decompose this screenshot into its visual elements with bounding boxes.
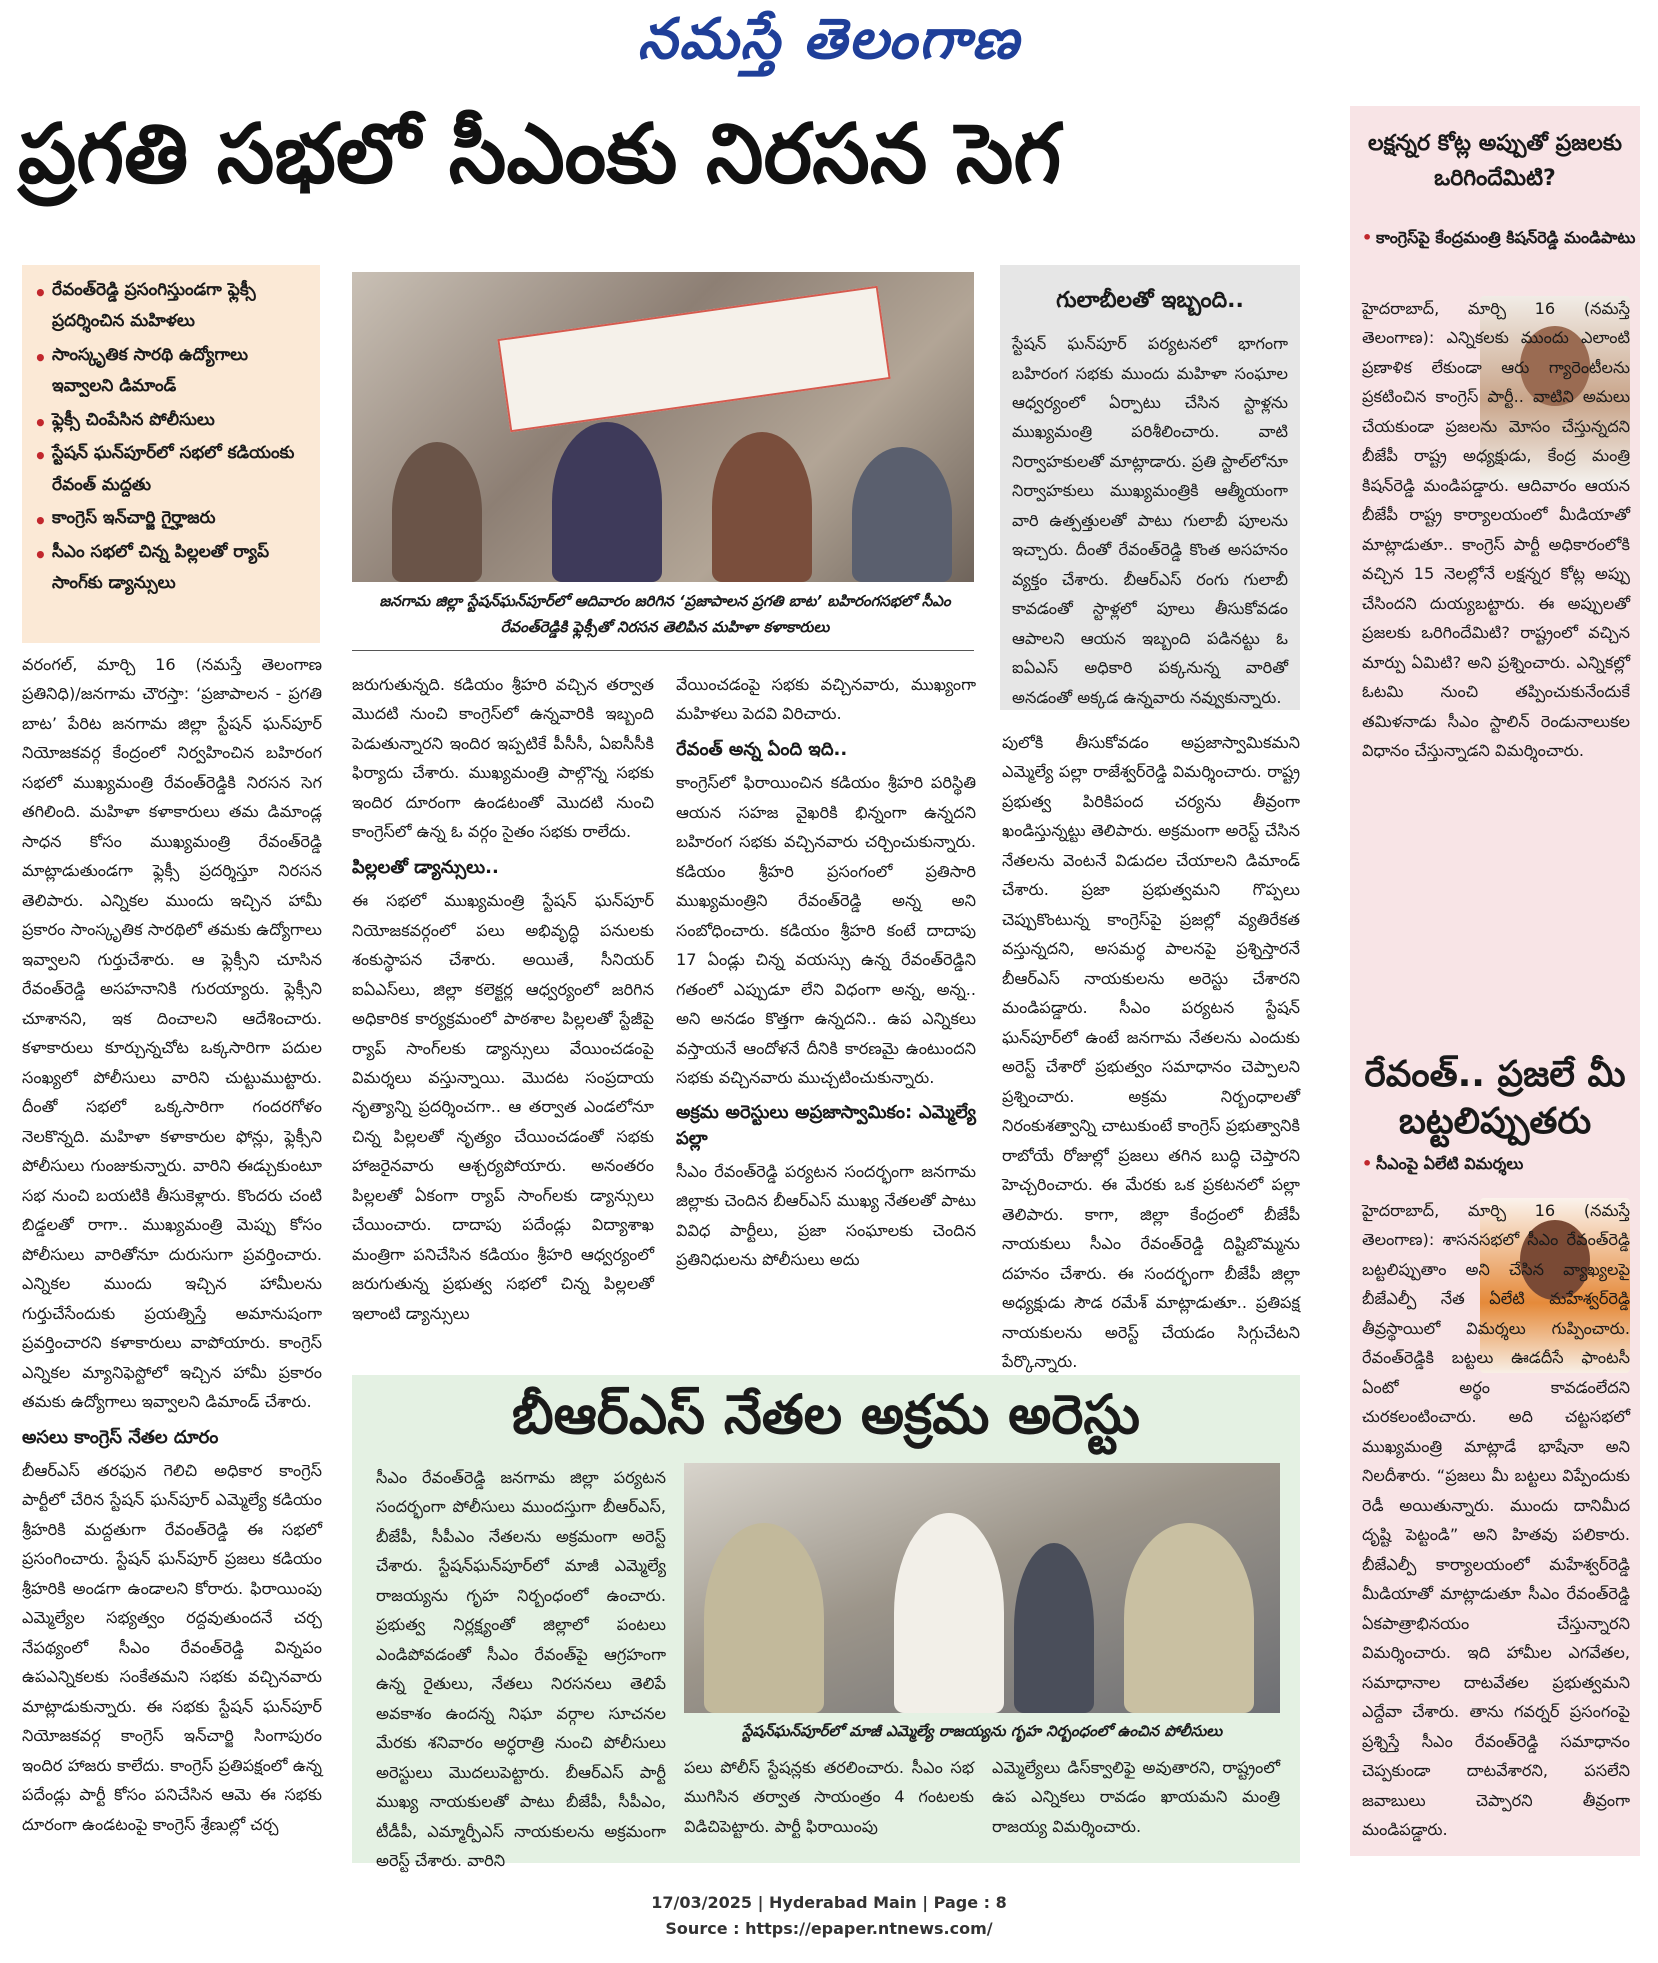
column3-subhead-2: అక్రమ అరెస్టులు అప్రజాస్వామికం: ఎమ్మెల్యే పల్లా — [676, 1102, 976, 1149]
highlights-list — [34, 275, 308, 599]
sidebar-title-1: లక్షన్నర కోట్ల అప్పుతో ప్రజలకు ఒరిగిందేమిటి? — [1367, 131, 1622, 192]
column3-para-3: సీఎం రేవంత్‌రెడ్డి పర్యటన సందర్భంగా జనగామ జిల్లాకు చెందిన బీఆర్‌ఎస్‌ ముఖ్య నేతలతో పాటు వివిధ పార్టీలు, ప్రజా సంఘాలకు చెందిన ప్రతినిధులను పోలీసులు అదు — [676, 1161, 976, 1270]
main-headline: ప్రగతి సభలో సీఎంకు నిరసన సెగ — [18, 107, 1062, 202]
police-figure — [1124, 1523, 1254, 1713]
masthead-logo: నమస్తే తెలంగాణ — [637, 6, 1021, 72]
roses-box-text: స్టేషన్‌ ఘన్‌పూర్‌ పర్యటనలో భాగంగా బహిరంగ సభకు ముందు మహిళా సంఘాల ఆధ్వర్యంలో ఏర్పాటు చేసిన స్టాళ్లను ముఖ్యమంత్రి పరిశీలించారు. వాటి నిర్వాహకులతో మాట్లాడారు. ప్రతి స్టాల్‌లోనూ నిర్వాహకులు ముఖ్యమంత్రికి ఆత్మీయంగా వారి ఉత్పత్తులతో పాటు గులాబీ పూలను ఇచ్చారు. దీంతో రేవంత్‌రెడ్డి కొంత అసహనం వ్యక్తం చేశారు. బీఆర్‌ఎస్‌ రంగు గులాబీ కావడంతో స్టాళ్లలో పూలు తీసుకోవడం ఆపాలని ఆయన ఇబ్బంది పడినట్టు ఓ ఐఏఎస్‌ అధికారి పక్కనున్న వారితో అనడంతో అక్కడ ఉన్నవారు నవ్వుకున్నారు. — [1012, 334, 1288, 707]
police-figure — [704, 1523, 824, 1713]
sidebar-box — [1350, 106, 1640, 1856]
footer-source: Source : https://epaper.ntnews.com/ — [665, 1919, 993, 1938]
sidebar-para-1: హైదరాబాద్‌, మార్చి 16 (నమస్తే తెలంగాణ): ఎన్నికలకు ముందు ఎలాంటి ప్రణాళిక లేకుండా ఆరు గ్యారెంటీలను ప్రకటించిన కాంగ్రెస్‌ పార్టీ.. వాటిని అమలు చేయకుండా ప్రజలను మోసం చేస్తున్నదని బీజేపీ రాష్ట్ర అధ్యక్షుడు, కేంద్ర మంత్రి కిషన్‌రెడ్డి మండిపడ్డారు. ఆదివారం ఆయన బీజేపీ రాష్ట్ర కార్యాలయంలో మీడియాతో మాట్లాడుతూ.. కాంగ్రెస్‌ పార్టీ అధికారంలోకి వచ్చిన 15 నెలల్లోనే లక్షన్నర కోట్ల అప్పు చేసిందని దుయ్యబట్టారు. ఈ అప్పులతో ప్రజలకు ఒరిగిందేమిటి? రాష్ట్రంలో వచ్చిన మార్పు ఏమిటి? అని ప్రశ్నించారు. ఎన్నికల్లో ఓటమి నుంచి తప్పించుకునేందుకే తమిళనాడు సీఎం స్టాలిన్‌ రెండునాలుకల విధానం చేస్తున్నాడని విమర్శించారు. — [1362, 299, 1630, 761]
highlight-item: • రేవంత్‌రెడ్డి ప్రసంగిస్తుండగా ఫ్లెక్సీ ప్రదర్శించిన మహిళలు — [34, 275, 308, 338]
sidebar-article-2 — [1362, 1196, 1630, 1846]
column2-para: జరుగుతున్నది. కడియం శ్రీహరి వచ్చిన తర్వాత మొదటి నుంచి కాంగ్రెస్‌లో ఉన్నవారికి ఇబ్బంది పెడుతున్నారని ఇందిర ఇప్పటికే పీసీసీ, ఏఐసీసీకి ఫిర్యాదు చేశారు. ముఖ్యమంత్రి పాల్గొన్న సభకు ఇందిర దూరంగా ఉండటంతో మొదటి నుంచి కాంగ్రెస్‌లో ఉన్న ఓ వర్గం సైతం సభకు రాలేదు. — [352, 675, 654, 842]
roses-box-title: గులాబీలతో ఇబ్బంది.. — [1056, 288, 1244, 313]
highlight-item: • సాంస్కృతిక సారథి ఉద్యోగాలు ఇవ్వాలని డిమాండ్‌ — [34, 340, 308, 403]
sidebar-article-1 — [1362, 294, 1630, 1034]
arrest-box-para-2: పలు పోలీస్‌ స్టేషన్లకు తరలించారు. సీఎం సభ ముగిసిన తర్వాత సాయంత్రం 4 గంటలకు విడిచిపెట్టారు. పార్టీ ఫిరాయింపు — [684, 1758, 974, 1836]
article-column-4 — [1002, 728, 1300, 1372]
highlights-box — [22, 265, 320, 643]
highlight-item: • కాంగ్రెస్‌ ఇన్‌చార్జి గైర్హాజరు — [34, 503, 308, 534]
arrest-box-headline: బీఆర్‌ఎస్‌ నేతల అక్రమ అరెస్టు — [512, 1383, 1140, 1446]
column1-para-2: బీఆర్‌ఎస్‌ తరఫున గెలిచి అధికార కాంగ్రెస్‌ పార్టీలో చేరిన స్టేషన్‌ ఘన్‌పూర్‌ ఎమ్మెల్యే కడియం శ్రీహరికి మద్దతుగా రేవంత్‌రెడ్డి ఈ సభలో ప్రసంగించారు. స్టేషన్‌ ఘన్‌పూర్‌ ప్రజలు కడియం శ్రీహరికి అండగా ఉండాలని కోరారు. ఫిరాయింపు ఎమ్మెల్యేల సభ్యత్వం రద్దవుతుందనే చర్చ నేపథ్యంలో సీఎం రేవంత్‌రెడ్డి విన్నపం ఉపఎన్నికలకు సంకేతమని సభకు వచ్చినవారు మాట్లాడుకున్నారు. ఈ సభకు స్టేషన్‌ ఘన్‌పూర్‌ నియోజకవర్గ కాంగ్రెస్‌ ఇన్‌చార్జి సింగాపురం ఇందిర హాజరు కాలేదు. కాంగ్రెస్‌ ప్రతిపక్షంలో ఉన్న పదేండ్లు పార్టీ కోసం పనిచేసిన ఆమె ఈ సభకు దూరంగా ఉండటంపై కాంగ్రెస్‌ శ్రేణుల్లో చర్చ — [22, 1460, 322, 1834]
arrest-box-text-3 — [992, 1753, 1280, 1855]
column3-para-2: కాంగ్రెస్‌లో ఫిరాయించిన కడియం శ్రీహరి పరిస్థితి ఆయన సహజ వైఖరికి భిన్నంగా ఉన్నదని బహిరంగ సభకు వచ్చినవారు చర్చించుకున్నారు. కడియం శ్రీహరి ప్రసంగంలో ప్రతిసారి ముఖ్యమంత్రిని రేవంత్‌రెడ్డి అన్న అని సంబోధించారు. కడియం శ్రీహరి కంటే దాదాపు 17 ఏండ్లు చిన్న వయస్సు ఉన్న రేవంత్‌రెడ్డిని గతంలో ఎప్పుడూ లేని విధంగా అన్న, అన్న.. అని అనడం కొత్తగా ఉన్నదని.. ఉప ఎన్నికలు వస్తాయనే ఆందోళనే దీనికి కారణమై ఉంటుందని సభకు వచ్చినవారు ముచ్చటించుకున్నారు. — [676, 773, 976, 1087]
column3-subhead: రేవంత్‌ అన్న ఏంది ఇది.. — [676, 738, 848, 760]
arrest-box-para: సీఎం రేవంత్‌రెడ్డి జనగామ జిల్లా పర్యటన సందర్భంగా పోలీసులు ముందస్తుగా బీఆర్‌ఎస్‌, బీజేపీ, సీపీఎం నేతలను అక్రమంగా అరెస్ట్‌ చేశారు. స్టేషన్‌ఘన్‌పూర్‌లో మాజీ ఎమ్మెల్యే రాజయ్యను గృహ నిర్బంధంలో ఉంచారు. ప్రభుత్వ నిర్లక్ష్యంతో జిల్లాలో పంటలు ఎండిపోవడంతో సీఎం రేవంత్‌పై ఆగ్రహంగా ఉన్న రైతులు, నేతలు నిరసనలు తెలిపే అవకాశం ఉందన్న నిఘా వర్గాల సూచనల మేరకు శనివారం అర్ధరాత్రి నుంచి పోలీసులు అరెస్టులు మొదలుపెట్టారు. బీఆర్‌ఎస్‌ పార్టీ ముఖ్య నాయకులతో పాటు బీజేపీ, సీపీఎం, టీడీపీ, ఎమ్మార్పీఎస్‌ నాయకులను అక్రమంగా అరెస్ట్‌ చేశారు. వారిని — [376, 1468, 666, 1871]
column4-para: పులోకి తీసుకోవడం అప్రజాస్వామికమని ఎమ్మెల్యే పల్లా రాజేశ్వర్‌రెడ్డి విమర్శించారు. రాష్ట్ర ప్రభుత్వ పిరికిపంద చర్యను తీవ్రంగా ఖండిస్తున్నట్టు తెలిపారు. అక్రమంగా అరెస్ట్‌ చేసిన నేతలను వెంటనే విడుదల చేయాలని డిమాండ్‌ చేశారు. ప్రజా ప్రభుత్వమని గొప్పలు చెప్పుకొంటున్న కాంగ్రెస్‌పై ప్రజల్లో వ్యతిరేకత వస్తున్నదని, అసమర్థ పాలనపై ప్రశ్నిస్తారనే బీఆర్‌ఎస్‌ నాయకులను అరెస్టు చేశారని మండిపడ్డారు. సీఎం పర్యటన స్టేషన్‌ ఘన్‌పూర్‌లో ఉంటే జనగామ నేతలను ఎందుకు అరెస్ట్‌ చేశారో ప్రభుత్వం సమాధానం చెప్పాలని ప్రశ్నించారు. అక్రమ నిర్బంధాలతో నిరంకుశత్వాన్ని చాటుకుంటే కాంగ్రెస్‌ ప్రభుత్వానికి రాబోయే రోజుల్లో ప్రజలు తగిన బుద్ధి చెప్తారని హెచ్చరించారు. ఈ మేరకు ఒక ప్రకటనలో పల్లా తెలిపారు. కాగా, జిల్లా కేంద్రంలో బీజేపీ నాయకులు సీఎం రేవంత్‌రెడ్డి దిష్టిబొమ్మను దహనం చేశారు. ఈ సందర్భంగా బీజేపీ జిల్లా అధ్యక్షుడు సౌడ రమేశ్‌ మాట్లాడుతూ.. ప్రతిపక్ష నాయకులను అరెస్ట్‌ చేయడం సిగ్గుచేటని పేర్కొన్నారు. — [1002, 733, 1300, 1372]
arrest-box-para-3: ఎమ్మెల్యేలు డిస్‌క్వాలిఫై అవుతారని, రాష్ట్రంలో ఉప ఎన్నికలు రావడం ఖాయమని మంత్రి రాజయ్య విమర్శించారు. — [992, 1758, 1280, 1836]
protest-banner-shape — [497, 286, 890, 433]
highlight-item: • సీఎం సభలో చిన్న పిల్లలతో ర్యాప్‌ సాంగ్‌కు డ్యాన్సులు — [34, 537, 308, 600]
protest-photo — [352, 272, 974, 582]
crowd-figure — [712, 432, 812, 582]
arrest-box-text-2 — [684, 1753, 974, 1855]
highlight-item: • స్టేషన్‌ ఘన్‌పూర్‌లో సభలో కడియంకు రేవంత్‌ మద్దతు — [34, 438, 308, 501]
column2-para-2: ఈ సభలో ముఖ్యమంత్రి స్టేషన్‌ ఘన్‌పూర్‌ నియోజకవర్గంలో పలు అభివృద్ధి పనులకు శంకుస్థాపన చేశారు. అయితే, సీనియర్‌ ఐఏఎస్‌లు, జిల్లా కలెక్టర్ల ఆధ్వర్యంలో జరిగిన అధికారిక కార్యక్రమంలో పాఠశాల పిల్లలతో స్టేజీపై ర్యాప్‌ సాంగ్‌లకు డ్యాన్సులు వేయించడంపై విమర్శలు వస్తున్నాయి. మొదట సంప్రదాయ నృత్యాన్ని ప్రదర్శించగా.. ఆ తర్వాత ఎండలోనూ చిన్న పిల్లలతో నృత్యం చేయించడంతో సభకు హాజరైనవారు ఆశ్చర్యపోయారు. అనంతరం పిల్లలతో ఏకంగా ర్యాప్‌ సాంగ్‌లకు డ్యాన్సులు చేయించారు. దాదాపు పదేండ్లు విద్యాశాఖ మంత్రిగా పనిచేసిన కడియం శ్రీహరి ఆధ్వర్యంలో జరుగుతున్న ప్రభుత్వ సభలో చిన్న పిల్లలతో ఇలాంటి డ్యాన్సులు — [352, 891, 654, 1323]
highlight-item: • ఫ్లెక్సీ చింపేసిన పోలీసులు — [34, 405, 308, 436]
arrest-box — [352, 1375, 1300, 1871]
column2-subhead: పిల్లలతో డ్యాన్సులు.. — [352, 856, 499, 878]
sidebar-subtitle-1: • కాంగ్రెస్‌పై కేంద్రమంత్రి కిషన్‌రెడ్డి మండిపాటు — [1360, 224, 1646, 251]
sidebar-title-2: రేవంత్‌.. ప్రజలే మీ బట్టలిప్పుతరు — [1364, 1054, 1626, 1142]
crowd-figure — [392, 442, 482, 582]
article-column-1 — [22, 650, 322, 1870]
divider — [352, 650, 974, 651]
article-column-2 — [352, 670, 654, 1360]
footer-date-page: 17/03/2025 | Hyderabad Main | Page : 8 — [651, 1893, 1007, 1912]
sidebar-subtitle-2: • సీఎంపై ఏలేటి విమర్శలు — [1360, 1150, 1646, 1177]
column3-para: వేయించడంపై సభకు వచ్చినవారు, ముఖ్యంగా మహిళలు పెదవి విరిచారు. — [676, 675, 976, 724]
house-arrest-photo — [684, 1463, 1280, 1713]
roses-box — [1000, 265, 1300, 710]
column1-subhead: అసలు కాంగ్రెస్‌ నేతల దూరం — [22, 1426, 219, 1448]
photo2-caption: స్టేషన్‌ఘన్‌పూర్‌లో మాజీ ఎమ్మెల్యే రాజయ్యను గృహ నిర్బంధంలో ఉంచిన పోలీసులు — [741, 1722, 1223, 1740]
column1-para: వరంగల్‌, మార్చి 16 (నమస్తే తెలంగాణ ప్రతినిధి)/జనగామ చౌరస్తా: ‘ప్రజాపాలన - ప్రగతి బాట’ పేరిట జనగామ జిల్లా స్టేషన్‌ ఘన్‌పూర్‌ నియోజకవర్గ కేంద్రంలో నిర్వహించిన బహిరంగ సభలో ముఖ్యమంత్రి రేవంత్‌రెడ్డికి నిరసన సెగ తగిలింది. మహిళా కళాకారులు తమ డిమాండ్ల సాధన కోసం ముఖ్యమంత్రి రేవంత్‌రెడ్డి మాట్లాడుతుండగా ఫ్లెక్సీ ప్రదర్శిస్తూ నిరసన తెలిపారు. ఎన్నికల ముందు ఇచ్చిన హామీ ప్రకారం సాంస్కృతిక సారథిలో తమకు ఉద్యోగాలు ఇవ్వాలని గుర్తుచేశారు. ఆ ఫ్లెక్సీని చూసిన రేవంత్‌రెడ్డి అసహనానికి గురయ్యారు. ఫ్లెక్సీని చూశానని, ఇక దించాలని ఆదేశించారు. కళాకారులు కూర్చున్నచోట ఒక్కసారిగా పదుల సంఖ్యలో పోలీసులు వారిని చుట్టుముట్టారు. దీంతో సభలో ఒక్కసారిగా గందరగోళం నెలకొన్నది. మహిళా కళాకారుల ఫోన్లు, ఫ్లెక్సీని పోలీసులు గుంజుకున్నారు. వారిని ఈడ్చుకుంటూ సభ నుంచి బయటికి తీసుకెళ్లారు. కొందరు చంటి బిడ్డలతో రాగా.. ముఖ్యమంత్రి మెప్పు కోసం పోలీసులు వారితోనూ దురుసుగా ప్రవర్తించారు. ఎన్నికల ముందు ఇచ్చిన హామీలను గుర్తుచేసేందుకు ప్రయత్నిస్తే అమానుషంగా ప్రవర్తించారని కళాకారులు వాపోయారు. కాంగ్రెస్‌ ఎన్నికల మ్యానిఫెస్టోలో ఇచ్చిన హామీ ప్రకారం తమకు ఉద్యోగాలు ఇవ్వాలని డిమాండ్‌ చేశారు. — [22, 655, 322, 1412]
crowd-figure — [852, 447, 952, 582]
leader-figure — [894, 1513, 1004, 1713]
crowd-figure — [552, 422, 662, 582]
article-column-3 — [676, 670, 976, 1360]
crowd-figure — [1014, 1543, 1094, 1713]
photo1-caption: జనగామ జిల్లా స్టేషన్‌ఘన్‌పూర్‌లో ఆదివారం జరిగిన ‘ప్రజాపాలన ప్రగతి బాట’ బహిరంగసభలో సీఎం రేవంత్‌రెడ్డికి ఫ్లెక్సీతో నిరసన తెలిపిన మహిళా కళాకారులు — [379, 592, 951, 637]
sidebar-para-2: హైదరాబాద్‌, మార్చి 16 (నమస్తే తెలంగాణ): శాసనసభలో సీఎం రేవంత్‌రెడ్డి బట్టలిప్పుతాం అని చేసిన వ్యాఖ్యలపై బీజేఎల్పీ నేత ఏలేటి మహేశ్వర్‌రెడ్డి తీవ్రస్థాయిలో విమర్శలు గుప్పించారు. రేవంత్‌రెడ్డికి బట్టలు ఊడదీసే ఫాంటసీ ఏంటో అర్థం కావడంలేదని చురకలంటించారు. అది చట్టసభలో ముఖ్యమంత్రి మాట్లాడే భాషేనా అని నిలదీశారు. “ప్రజలు మీ బట్టలు విప్పేందుకు రెడీ అయితున్నారు. ముందు దానిమీద దృష్టి పెట్టండి” అని హితవు పలికారు. బీజేఎల్పీ కార్యాలయంలో మహేశ్వర్‌రెడ్డి మీడియాతో మాట్లాడుతూ సీఎం రేవంత్‌రెడ్డి ఏకపాత్రాభినయం చేస్తున్నారని విమర్శించారు. ఇది హామీల ఎగవేతల, సమాధానాల దాటవేతల ప్రభుత్వమని ఎద్దేవా చేశారు. తాను గవర్నర్‌ ప్రసంగంపై ప్రశ్నిస్తే సీఎం రేవంత్‌రెడ్డి సమాధానం చెప్పకుండా దాటవేశారని, పసలేని జవాబులు చెప్పారని తీవ్రంగా మండిపడ్డారు. — [1362, 1201, 1630, 1840]
arrest-box-text — [376, 1463, 666, 1871]
